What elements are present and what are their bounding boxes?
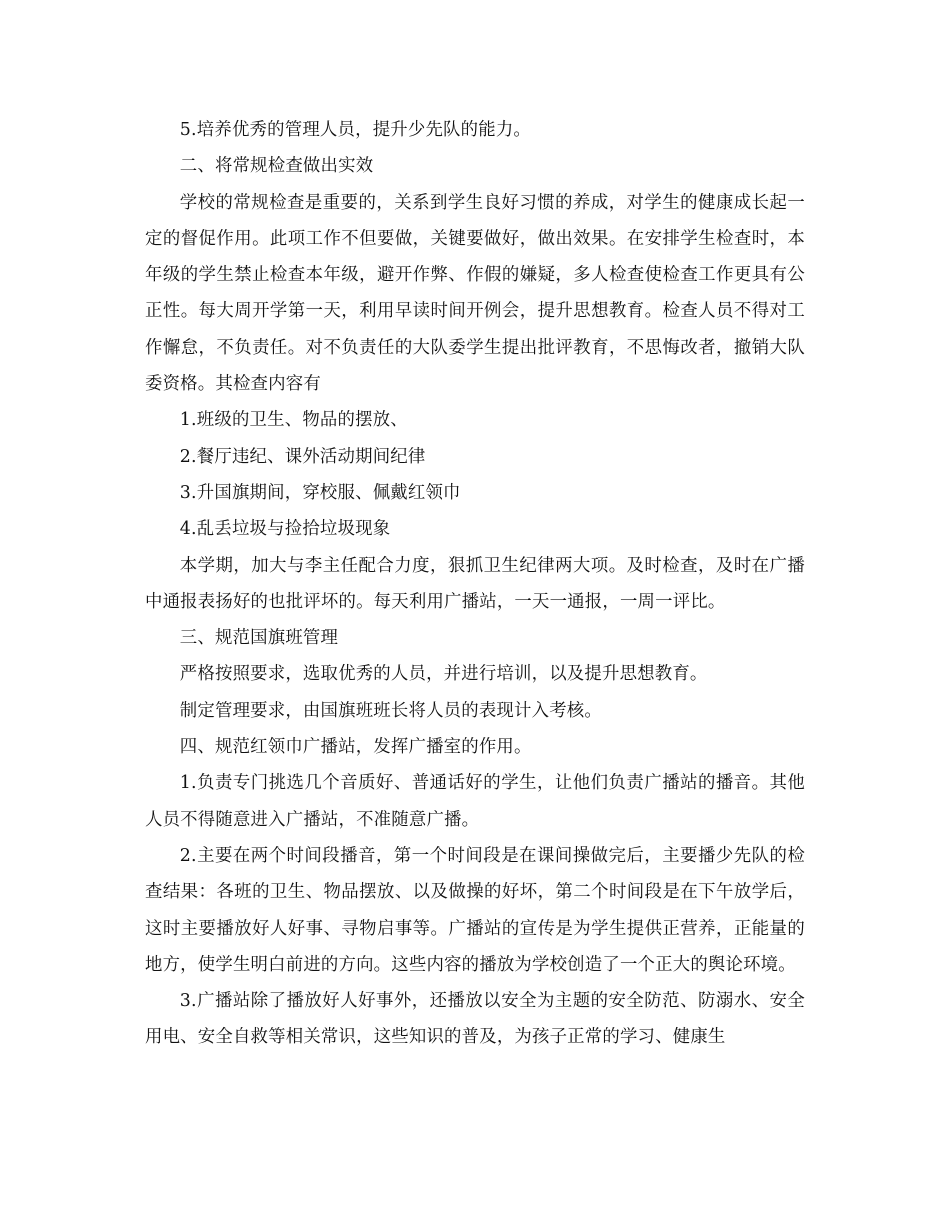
list-item-1: 1.班级的卫生、物品的摆放、 [179, 410, 408, 431]
document-page [145, 112, 805, 1056]
list-item-2: 2.餐厅违纪、课外活动期间纪律 [179, 446, 426, 467]
paragraph-item-1: 5.培养优秀的管理人员，提升少先队的能力。 [179, 120, 532, 140]
paragraph-semester: 本学期，加大与李主任配合力度，狠抓卫生纪律两大项。及时检查，及时在广播中通报表扬好的也批评坏的。每天利用广播站，一天一通报，一周一评比。 [145, 555, 805, 612]
paragraph-routine-inspection: 学校的常规检查是重要的，关系到学生良好习惯的养成，对学生的健康成长起一定的督促作用。此项工作不但要做，关键要做好，做出效果。在安排学生检查时，本年级的学生禁止检查本年级，避开作弊、作假的嫌疑，多人检查使检查工作更具有公正性。每大周开学第一天，利用早读时间开例会，提升思想教育。检查人员不得对工作懈怠，不负责任。对不负责任的大队委学生提出批评教育，不思悔改者，撤销大队委资格。其检查内容有 [145, 192, 805, 395]
list-item-4: 4.乱丢垃圾与捡拾垃圾现象 [179, 519, 391, 540]
list-item-3: 3.升国旗期间，穿校服、佩戴红领巾 [179, 482, 461, 503]
section-heading-2: 二、将常规检查做出实效 [179, 156, 374, 177]
list-item-broadcast-3: 3.广播站除了播放好人好事外，还播放以安全为主题的安全防范、防溺水、安全用电、安全自救等相关常识，这些知识的普及，为孩子正常的学习、健康生 [145, 991, 805, 1048]
paragraph-requirements: 制定管理要求，由国旗班班长将人员的表现计入考核。 [179, 700, 602, 721]
section-heading-3: 三、规范国旗班管理 [179, 628, 339, 649]
section-heading-4: 四、规范红领巾广播站，发挥广播室的作用。 [179, 737, 532, 758]
paragraph-selection: 严格按照要求，选取优秀的人员，并进行培训，以及提升思想教育。 [179, 664, 708, 685]
list-item-broadcast-2: 2.主要在两个时间段播音，第一个时间段是在课间操做完后，主要播少先队的检查结果：各班的卫生、物品摆放、以及做操的好坏，第二个时间段是在下午放学后，这时主要播放好人好事、寻物启事等。广播站的宣传是为学生提供正营养，正能量的地方，使学生明白前进的方向。这些内容的播放为学校创造了一个正大的舆论环境。 [145, 845, 805, 975]
list-item-broadcast-1: 1.负责专门挑选几个音质好、普通话好的学生，让他们负责广播站的播音。其他人员不得随意进入广播站，不准随意广播。 [145, 773, 805, 830]
